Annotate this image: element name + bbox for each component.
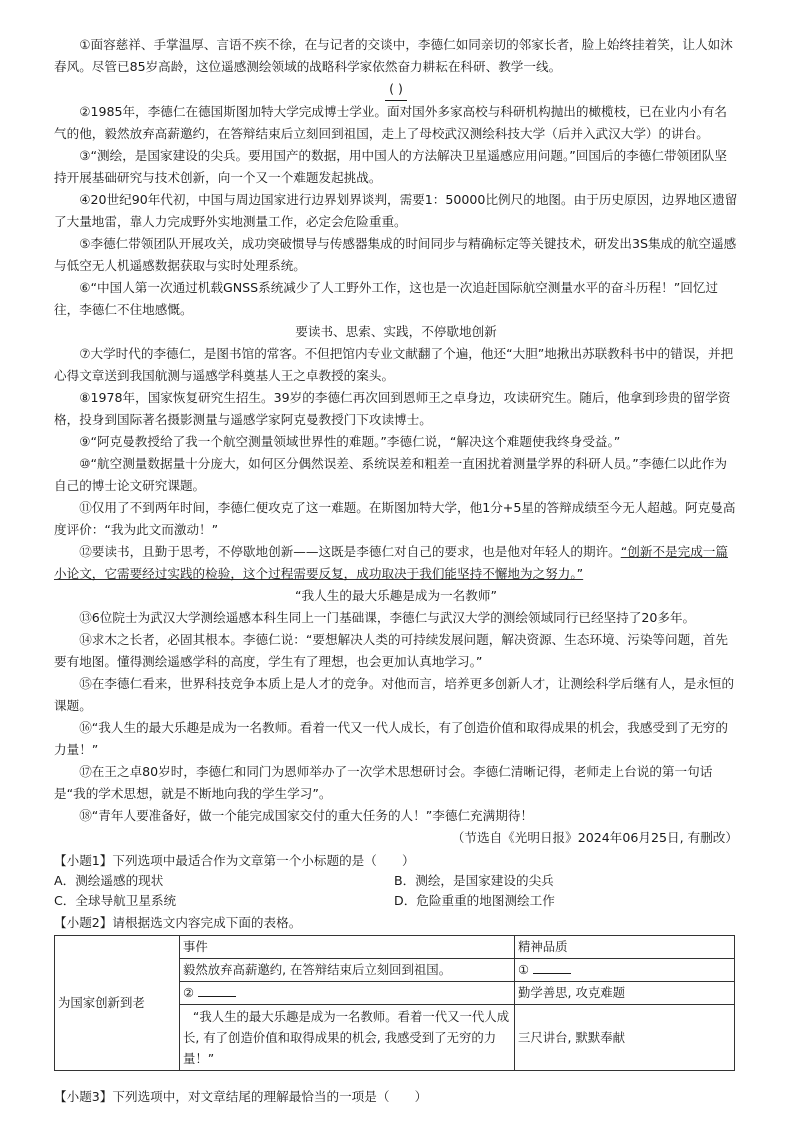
option-d[interactable]: D．危险重重的地图测绘工作: [394, 893, 555, 908]
header-quality: 精神品质: [515, 936, 735, 959]
paragraph: ③“测绘，是国家建设的尖兵。要用国产的数据，用中国人的方法解决卫星遥感应用问题。”回国后的李德仁带领团队坚持开展基础研究与技术创新，向一个又一个难题发起挑战。: [54, 148, 727, 185]
paragraph: ⑥“中国人第一次通过机载GNSS系统减少了人工野外工作，这也是一次追赶国际航空测量水平的奋斗历程！”回忆过往，李德仁不住地感慨。: [54, 280, 719, 317]
option-c[interactable]: C．全球导航卫星系统: [54, 893, 177, 908]
paragraph: ⑩“航空测量数据量十分庞大，如何区分偶然误差、系统误差和粗差一直困扰着测量学界的科研人员。”李德仁以此作为自己的博士论文研究课题。: [54, 456, 727, 493]
source-citation: （节选自《光明日报》2024年06月25日, 有删改）: [451, 830, 738, 845]
article-section-3: [54, 343, 738, 585]
paragraph-12-text: ⑫要读书，且勤于思考，不停歇地创新——这既是李德仁对自己的要求，也是他对年轻人的期许。: [79, 544, 621, 559]
paragraph: ⑤李德仁带领团队开展攻关，成功突破惯导与传感器集成的时间同步与精确标定等关键技术，研发出3S集成的航空遥感与低空无人机遥感数据获取与实时处理系统。: [54, 236, 737, 273]
question-2: [54, 913, 738, 1071]
fill-blank-line[interactable]: [533, 961, 571, 974]
article-section-4: [54, 607, 738, 827]
event-cell: “我人生的最大乐趣是成为一名教师。看着一代又一代人成长, 有了创造价值和取得成果的机会, 我感受到了无穷的力量！”: [180, 1005, 515, 1071]
quality-cell-blank[interactable]: [515, 959, 735, 982]
subtitle-blank-text: ( ): [385, 78, 407, 101]
question-1-options: [54, 871, 738, 911]
paragraph: ⑮在李德仁看来，世界科技竞争本质上是人才的竞争。对他而言，培养更多创新人才，让测绘科学后继有人，是永恒的课题。: [54, 676, 735, 713]
event-cell: 毅然放弃高薪邀约, 在答辩结束后立刻回到祖国。: [180, 959, 515, 982]
paragraph: ⑱“青年人要准备好，做一个能完成国家交付的重大任务的人！”李德仁充满期待！: [79, 808, 534, 823]
paragraph: ⑭求木之长者，必固其根本。李德仁说：“要想解决人类的可持续发展问题，解决资源、生态环境、污染等问题，首先要有地图。懂得测绘遥感学科的高度，学生有了理想，也会更加认真地学习。”: [54, 632, 728, 669]
paragraph: ①面容慈祥、手掌温厚、言语不疾不徐，在与记者的交谈中，李德仁如同亲切的邻家长者，脸上始终挂着笑，让人如沐春风。尽管已85岁高龄，这位遥感测绘领域的战略科学家依然奋力耕耘在科研、教学一线。: [54, 37, 733, 74]
question-1-stem: 【小题1】下列选项中最适合作为文章第一个小标题的是（ ）: [54, 853, 415, 868]
paragraph: ④20世纪90年代初，中国与周边国家进行边界划界谈判，需要1：50000比例尺的地图。由于历史原因，边界地区遗留了大量地雷，靠人力完成野外实地测量工作，必定会危险重重。: [54, 192, 738, 229]
article-section-2: [54, 101, 738, 321]
paragraph: ⑪仅用了不到两年时间，李德仁便攻克了这一难题。在斯图加特大学，他1分+5星的答辩成绩至今无人超越。阿克曼高度评价：“我为此文而激动！”: [54, 500, 736, 537]
paragraph: ⑬6位院士为武汉大学测绘遥感本科生同上一门基础课，李德仁与武汉大学的测绘领域同行已经坚持了20多年。: [79, 610, 696, 625]
paragraph: ⑧1978年，国家恢复研究生招生。39岁的李德仁再次回到恩师王之卓身边，攻读研究生。随后，他拿到珍贵的留学资格，投身到国际著名摄影测量与遥感学家阿克曼教授门下攻读博士。: [54, 390, 731, 427]
quality-cell: 三尺讲台, 默默奉献: [515, 1005, 735, 1071]
article-section-1: [54, 34, 738, 78]
event-cell-blank[interactable]: [180, 982, 515, 1005]
option-a[interactable]: A．测绘遥感的现状: [54, 873, 164, 888]
quality-cell: 勤学善思, 攻克难题: [515, 982, 735, 1005]
underlined-quote: “创新不是完成一篇小论文，它需要经过实践的检验，这个过程需要反复，成功取决于我们能坚持不懈地为之努力。”: [54, 544, 728, 581]
blank-number: ②: [183, 985, 195, 1000]
option-b[interactable]: B．测绘，是国家建设的尖兵: [394, 873, 554, 888]
question-1: [54, 851, 738, 911]
fill-blank-line[interactable]: [198, 984, 236, 997]
document-page: [54, 34, 738, 1120]
answer-table: [54, 935, 735, 1071]
paragraph: ②1985年，李德仁在德国斯图加特大学完成博士学业。面对国外多家高校与科研机构抛出的橄榄枝，已在业内小有名气的他，毅然放弃高薪邀约，在答辩结束后立刻回到祖国，走上了母校武汉测绘科技大学（后并入武汉大学）的讲台。: [54, 104, 728, 141]
header-event: 事件: [180, 936, 515, 959]
blank-number: ①: [518, 962, 530, 977]
paragraph-12: [54, 541, 738, 585]
subtitle-3: “我人生的最大乐趣是成为一名教师”: [295, 588, 497, 603]
paragraph: ⑯“我人生的最大乐趣是成为一名教师。看着一代又一代人成长，有了创造价值和取得成果的机会，我感受到了无穷的力量！”: [54, 720, 728, 757]
question-2-stem: 【小题2】请根据选文内容完成下面的表格。: [54, 915, 302, 930]
paragraph: ⑰在王之卓80岁时，李德仁和同门为恩师举办了一次学术思想研讨会。李德仁清晰记得，老师走上台说的第一句话是“我的学术思想，就是不断地向我的学生学习”。: [54, 764, 713, 801]
subtitle-blank: [54, 78, 738, 101]
subtitle-2: 要读书、思索、实践，不停歇地创新: [295, 324, 497, 339]
row-label-cell: 为国家创新到老: [55, 936, 180, 1071]
paragraph: ⑦大学时代的李德仁，是图书馆的常客。不但把馆内专业文献翻了个遍，他还“大胆”地揪出苏联教科书中的错误，并把心得文章送到我国航测与遥感学科奠基人王之卓教授的案头。: [54, 346, 734, 383]
table-header-row: [55, 936, 735, 959]
paragraph: ⑨“阿克曼教授给了我一个航空测量领域世界性的难题。”李德仁说，“解决这个难题使我终身受益。”: [79, 434, 621, 449]
question-3-stem: 【小题3】下列选项中，对文章结尾的理解最恰当的一项是（ ）: [54, 1089, 428, 1104]
